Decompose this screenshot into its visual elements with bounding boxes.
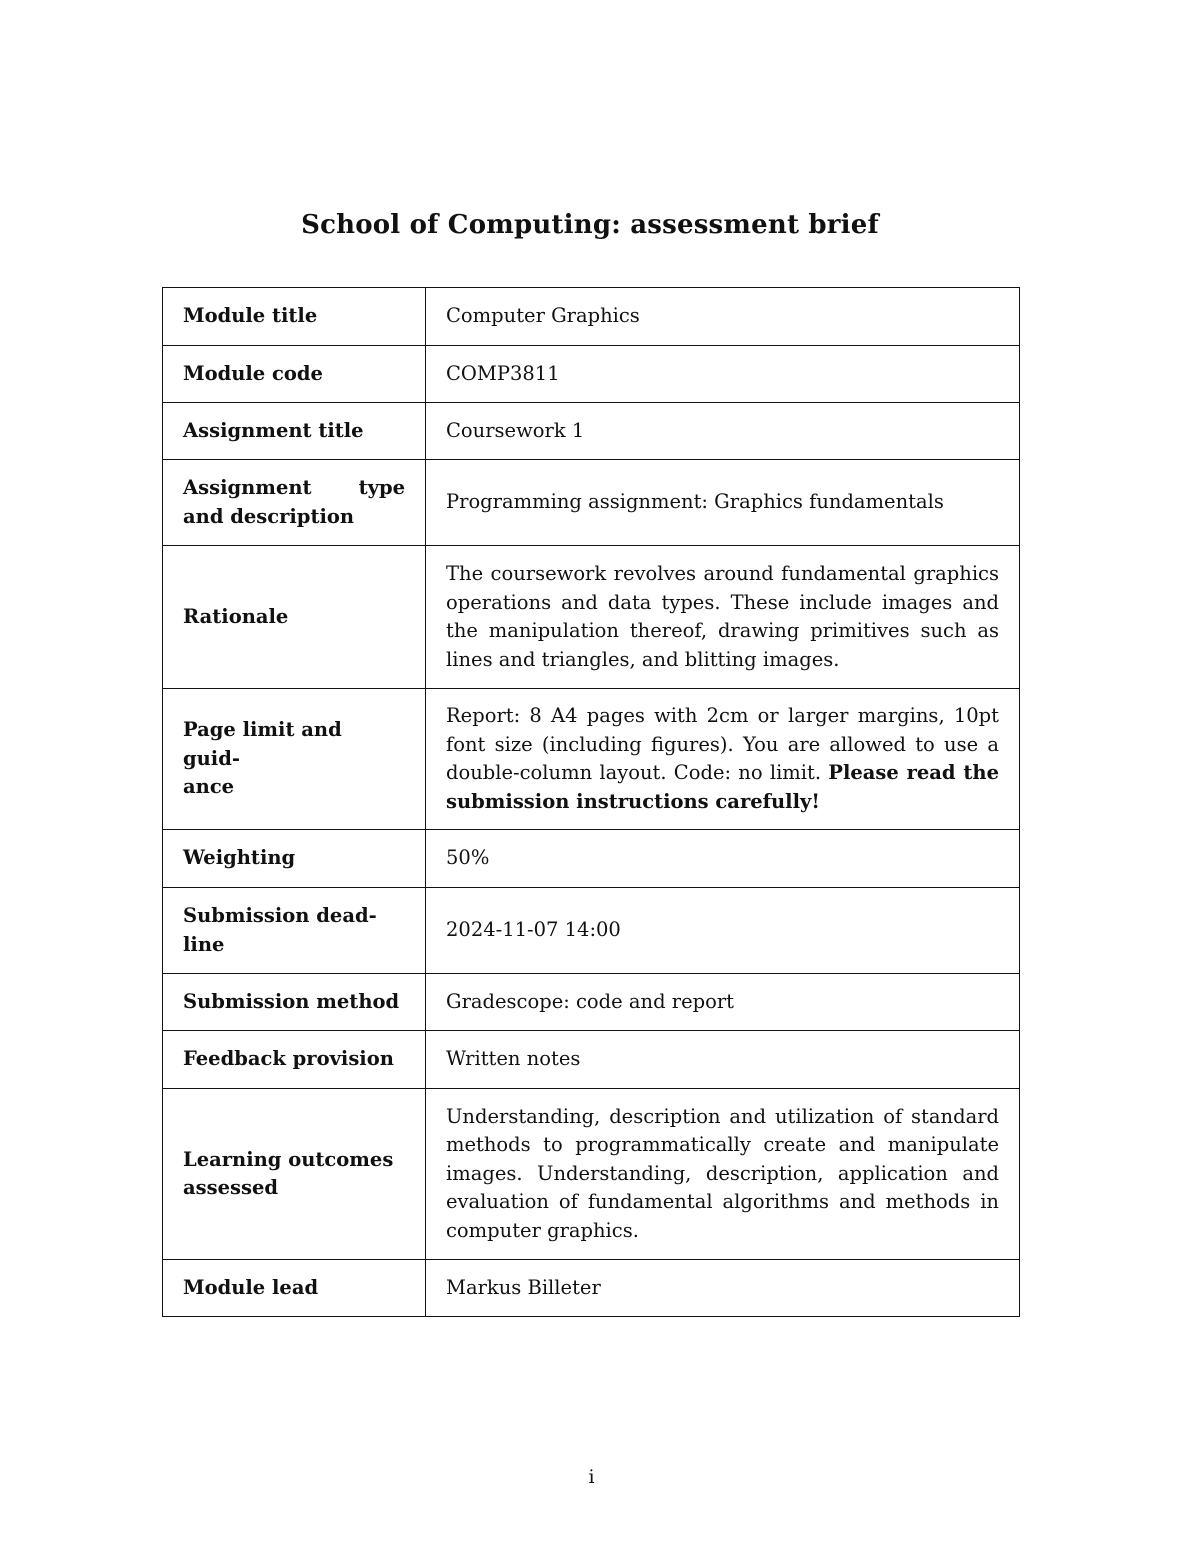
row-label: Rationale — [163, 546, 426, 689]
table-row — [163, 403, 1020, 460]
row-value: The coursework revolves around fundamental graphics operations and data types. These include images and the manipulation thereof, drawing primitives such as lines and triangles, and blitting images. — [426, 546, 1020, 689]
row-value — [426, 689, 1020, 830]
row-label: Learning outcomes assessed — [163, 1089, 426, 1260]
table-row — [163, 974, 1020, 1031]
row-label: Assignment title — [163, 403, 426, 460]
row-label-line: Submission dead- — [183, 904, 377, 927]
row-value: Programming assignment: Graphics fundamentals — [426, 460, 1020, 546]
row-label — [163, 689, 426, 830]
table-row — [163, 888, 1020, 974]
table-row — [163, 460, 1020, 546]
table-row — [163, 1031, 1020, 1089]
row-value: COMP3811 — [426, 346, 1020, 403]
row-value: 50% — [426, 830, 1020, 888]
table-row — [163, 1260, 1020, 1317]
row-value: Understanding, description and utilization of standard methods to programmatically create and manipulate images. Understanding, description, application and evaluation of fundamental algorithms and methods in computer graphics. — [426, 1089, 1020, 1260]
row-value: Computer Graphics — [426, 288, 1020, 346]
row-label: Feedback provision — [163, 1031, 426, 1089]
table-row — [163, 346, 1020, 403]
assessment-brief-table — [162, 287, 1020, 1317]
row-value-emphasis: Please read the submission instructions carefully! — [446, 761, 999, 813]
table-row — [163, 830, 1020, 888]
row-value: Coursework 1 — [426, 403, 1020, 460]
row-label: Module code — [163, 346, 426, 403]
row-label: Weighting — [163, 830, 426, 888]
row-value: Written notes — [426, 1031, 1020, 1089]
page-title: School of Computing: assessment brief — [301, 210, 879, 240]
table-row — [163, 288, 1020, 346]
page-number: i — [588, 1466, 595, 1488]
row-label: Submission method — [163, 974, 426, 1031]
row-label — [163, 888, 426, 974]
table-row — [163, 546, 1020, 689]
row-label: Module title — [163, 288, 426, 346]
table-row — [163, 689, 1020, 830]
row-label-line: line — [183, 932, 225, 956]
row-value: 2024-11-07 14:00 — [426, 888, 1020, 974]
row-label-line: ance — [183, 775, 235, 799]
table-row — [163, 1089, 1020, 1260]
row-label-line: Page limit and guid- — [183, 718, 342, 770]
row-value-text: Report: 8 A4 pages with 2cm or larger margins, 10pt font size (including figures). You are allowed to use a double-column layout. Code: no limit. — [446, 704, 999, 784]
row-label: Module lead — [163, 1260, 426, 1317]
row-value: Markus Billeter — [426, 1260, 1020, 1317]
row-value: Gradescope: code and report — [426, 974, 1020, 1031]
row-label: Assignment type and description — [163, 460, 426, 546]
